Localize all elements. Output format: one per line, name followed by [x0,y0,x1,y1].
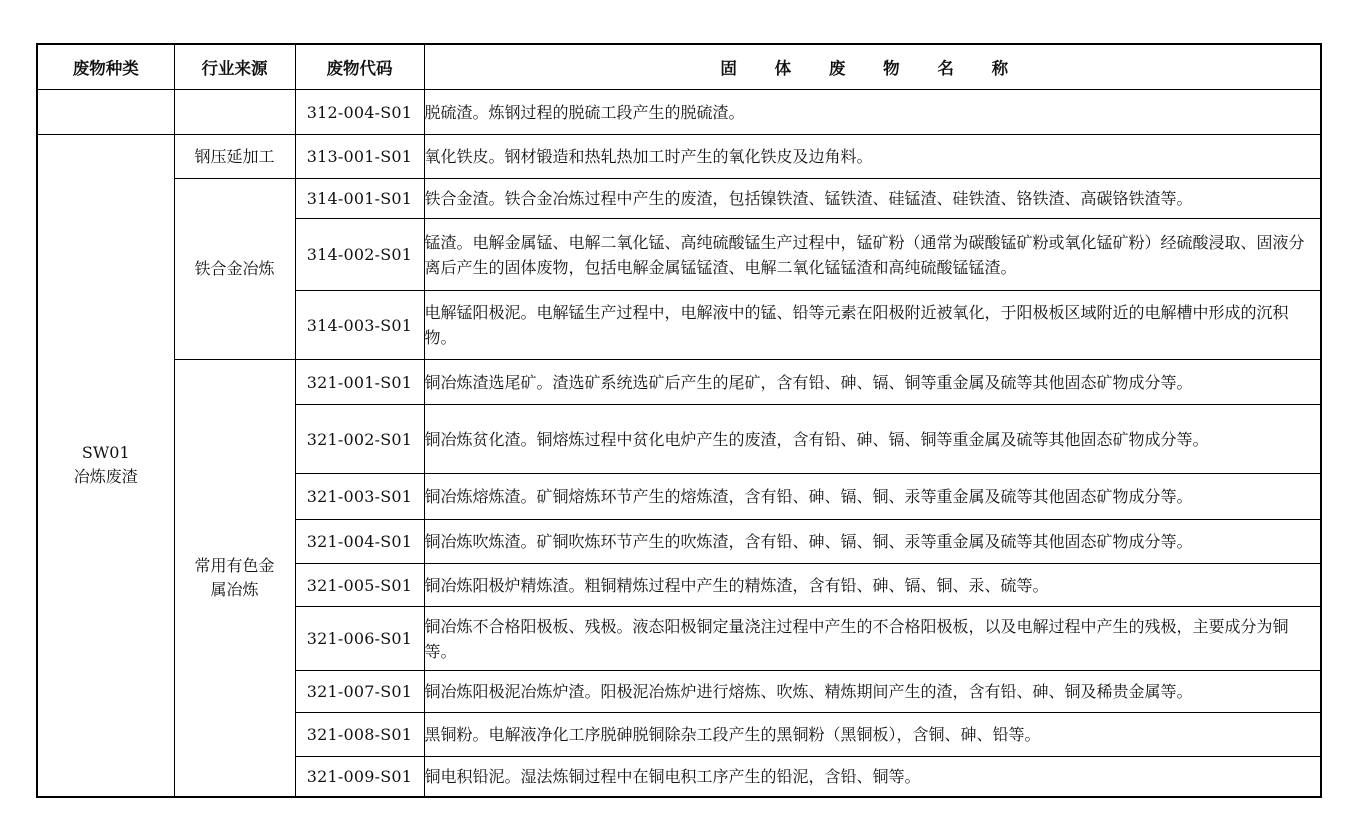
waste-code: 321-003-S01 [295,474,424,520]
solid-waste-table [36,43,1322,798]
waste-description: 黑铜粉。电解液净化工序脱砷脱铜除杂工段产生的黑铜粉（黑铜板），含铜、砷、铅等。 [424,713,1321,757]
waste-description: 脱硫渣。炼钢过程的脱硫工段产生的脱硫渣。 [424,90,1321,135]
waste-code: 321-001-S01 [295,360,424,405]
waste-code: 321-005-S01 [295,564,424,607]
waste-description: 铜电积铅泥。湿法炼铜过程中在铜电积工序产生的铅泥，含铅、铜等。 [424,757,1321,797]
industry-label-line2: 属冶炼 [210,579,259,599]
industry-cell-steel-rolling: 钢压延加工 [174,135,295,179]
category-name: 冶炼废渣 [73,467,138,487]
waste-code: 321-002-S01 [295,405,424,474]
waste-code: 314-003-S01 [295,291,424,360]
waste-description: 铜冶炼贫化渣。铜熔炼过程中贫化电炉产生的废渣，含有铅、砷、镉、铜等重金属及硫等其他固态矿物成分等。 [424,405,1321,474]
waste-code: 321-007-S01 [295,671,424,713]
waste-description: 铜冶炼阳极泥冶炼炉渣。阳极泥冶炼炉进行熔炼、吹炼、精炼期间产生的渣，含有铅、砷、铜及稀贵金属等。 [424,671,1321,713]
table-header-row [37,44,1321,90]
table-row [37,135,1321,179]
header-code: 废物代码 [295,44,424,90]
header-waste-name: 固 体 废 物 名 称 [424,44,1321,90]
header-category: 废物种类 [37,44,174,90]
waste-description: 锰渣。电解金属锰、电解二氧化锰、高纯硫酸锰生产过程中，锰矿粉（通常为碳酸锰矿粉或氧化锰矿粉）经硫酸浸取、固液分离后产生的固体废物，包括电解金属锰锰渣、电解二氧化锰锰渣和高纯硫酸锰锰渣。 [424,219,1321,291]
waste-code: 314-001-S01 [295,179,424,219]
category-cell-continued [37,90,174,135]
table-row [37,179,1321,219]
waste-description: 氧化铁皮。钢材锻造和热轧热加工时产生的氧化铁皮及边角料。 [424,135,1321,179]
waste-code: 321-009-S01 [295,757,424,797]
waste-description: 铜冶炼吹炼渣。矿铜吹炼环节产生的吹炼渣，含有铅、砷、镉、铜、汞等重金属及硫等其他固态矿物成分等。 [424,520,1321,564]
document-page [36,43,1322,798]
industry-cell-continued [174,90,295,135]
waste-code: 321-004-S01 [295,520,424,564]
industry-label-line1: 常用有色金 [194,555,275,575]
waste-description: 铁合金渣。铁合金冶炼过程中产生的废渣，包括镍铁渣、锰铁渣、硅锰渣、硅铁渣、铬铁渣、高碳铬铁渣等。 [424,179,1321,219]
industry-cell-nonferrous [174,360,295,797]
category-cell-sw01 [37,135,174,797]
waste-code: 314-002-S01 [295,219,424,291]
table-row [37,90,1321,135]
waste-description: 铜冶炼不合格阳极板、残极。液态阳极铜定量浇注过程中产生的不合格阳极板，以及电解过程中产生的残极，主要成分为铜等。 [424,607,1321,671]
waste-description: 铜冶炼渣选尾矿。渣选矿系统选矿后产生的尾矿，含有铅、砷、镉、铜等重金属及硫等其他固态矿物成分等。 [424,360,1321,405]
header-industry: 行业来源 [174,44,295,90]
table-row [37,360,1321,405]
waste-code: 321-006-S01 [295,607,424,671]
waste-code: 312-004-S01 [295,90,424,135]
industry-cell-ferroalloy: 铁合金冶炼 [174,179,295,360]
waste-description: 铜冶炼阳极炉精炼渣。粗铜精炼过程中产生的精炼渣，含有铅、砷、镉、铜、汞、硫等。 [424,564,1321,607]
waste-code: 321-008-S01 [295,713,424,757]
waste-description: 电解锰阳极泥。电解锰生产过程中，电解液中的锰、铅等元素在阳极附近被氧化，于阳极板区域附近的电解槽中形成的沉积物。 [424,291,1321,360]
waste-description: 铜冶炼熔炼渣。矿铜熔炼环节产生的熔炼渣，含有铅、砷、镉、铜、汞等重金属及硫等其他固态矿物成分等。 [424,474,1321,520]
waste-code: 313-001-S01 [295,135,424,179]
category-code: SW01 [81,443,130,463]
